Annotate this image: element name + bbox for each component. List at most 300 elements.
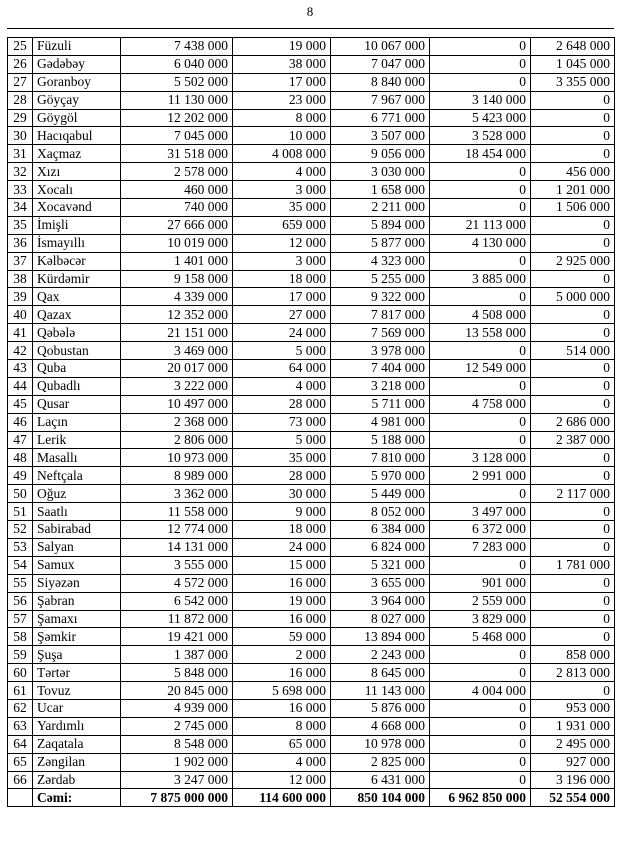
amount-col-1: 12 774 000	[121, 521, 233, 539]
amount-col-5: 2 925 000	[531, 252, 615, 270]
amount-col-1: 11 872 000	[121, 610, 233, 628]
district-name: Zaqatala	[33, 735, 121, 753]
amount-col-2: 30 000	[233, 485, 331, 503]
row-number: 51	[8, 503, 33, 521]
total-row-number-cell	[8, 789, 33, 807]
amount-col-4: 0	[430, 753, 531, 771]
amount-col-3: 3 507 000	[331, 127, 430, 145]
amount-col-5: 1 506 000	[531, 199, 615, 217]
amount-col-1: 6 542 000	[121, 592, 233, 610]
district-name: Gədəbəy	[33, 55, 121, 73]
table-row	[8, 753, 615, 771]
amount-col-3: 10 067 000	[331, 38, 430, 56]
amount-col-4: 0	[430, 199, 531, 217]
amount-col-1: 9 158 000	[121, 270, 233, 288]
amount-col-5: 2 813 000	[531, 664, 615, 682]
table-row	[8, 324, 615, 342]
amount-col-2: 19 000	[233, 38, 331, 56]
amount-col-3: 13 894 000	[331, 628, 430, 646]
amount-col-5: 0	[531, 574, 615, 592]
amount-col-2: 12 000	[233, 771, 331, 789]
amount-col-4: 0	[430, 38, 531, 56]
table-top-rule	[7, 28, 614, 29]
amount-col-2: 10 000	[233, 127, 331, 145]
amount-col-5: 0	[531, 234, 615, 252]
table-row	[8, 395, 615, 413]
amount-col-3: 11 143 000	[331, 682, 430, 700]
amount-col-3: 5 970 000	[331, 467, 430, 485]
amount-col-2: 17 000	[233, 288, 331, 306]
table-row	[8, 234, 615, 252]
row-number: 63	[8, 717, 33, 735]
amount-col-1: 3 362 000	[121, 485, 233, 503]
row-number: 66	[8, 771, 33, 789]
amount-col-5: 2 686 000	[531, 413, 615, 431]
district-name: Yardımlı	[33, 717, 121, 735]
amount-col-2: 38 000	[233, 55, 331, 73]
total-amount-2: 114 600 000	[233, 789, 331, 807]
amount-col-1: 19 421 000	[121, 628, 233, 646]
amount-col-3: 2 211 000	[331, 199, 430, 217]
table-row	[8, 628, 615, 646]
amount-col-5: 0	[531, 395, 615, 413]
amount-col-3: 5 321 000	[331, 556, 430, 574]
row-number: 65	[8, 753, 33, 771]
table-row	[8, 682, 615, 700]
row-number: 53	[8, 538, 33, 556]
district-name: Şamaxı	[33, 610, 121, 628]
table-row	[8, 163, 615, 181]
amount-col-1: 2 745 000	[121, 717, 233, 735]
amount-col-4: 5 423 000	[430, 109, 531, 127]
district-name: Tovuz	[33, 682, 121, 700]
district-name: Zəngilan	[33, 753, 121, 771]
amount-col-3: 4 323 000	[331, 252, 430, 270]
amount-col-2: 4 008 000	[233, 145, 331, 163]
district-name: Xızı	[33, 163, 121, 181]
table-row	[8, 771, 615, 789]
amount-col-2: 659 000	[233, 216, 331, 234]
row-number: 35	[8, 216, 33, 234]
row-number: 42	[8, 342, 33, 360]
district-name: Kürdəmir	[33, 270, 121, 288]
amount-col-4: 901 000	[430, 574, 531, 592]
amount-col-3: 9 056 000	[331, 145, 430, 163]
row-number: 37	[8, 252, 33, 270]
table-row	[8, 55, 615, 73]
amount-col-4: 4 130 000	[430, 234, 531, 252]
amount-col-2: 4 000	[233, 753, 331, 771]
amount-col-4: 6 372 000	[430, 521, 531, 539]
amount-col-5: 2 495 000	[531, 735, 615, 753]
row-number: 62	[8, 699, 33, 717]
amount-col-5: 0	[531, 610, 615, 628]
amount-col-4: 0	[430, 252, 531, 270]
table-body	[8, 38, 615, 789]
district-name: Siyəzən	[33, 574, 121, 592]
amount-col-2: 15 000	[233, 556, 331, 574]
amount-col-1: 14 131 000	[121, 538, 233, 556]
amount-col-3: 7 047 000	[331, 55, 430, 73]
amount-col-1: 31 518 000	[121, 145, 233, 163]
amount-col-5: 3 196 000	[531, 771, 615, 789]
amount-col-4: 0	[430, 717, 531, 735]
table-row	[8, 610, 615, 628]
amount-col-2: 4 000	[233, 377, 331, 395]
row-number: 39	[8, 288, 33, 306]
district-name: Qazax	[33, 306, 121, 324]
amount-col-1: 7 045 000	[121, 127, 233, 145]
amount-col-4: 0	[430, 55, 531, 73]
amount-col-1: 3 222 000	[121, 377, 233, 395]
district-name: Xaçmaz	[33, 145, 121, 163]
row-number: 33	[8, 181, 33, 199]
row-number: 28	[8, 91, 33, 109]
amount-col-3: 1 658 000	[331, 181, 430, 199]
amount-col-2: 5 698 000	[233, 682, 331, 700]
amount-col-3: 7 967 000	[331, 91, 430, 109]
amount-col-4: 5 468 000	[430, 628, 531, 646]
district-name: Lerik	[33, 431, 121, 449]
amount-col-2: 3 000	[233, 252, 331, 270]
table-row	[8, 38, 615, 56]
amount-col-5: 0	[531, 521, 615, 539]
row-number: 60	[8, 664, 33, 682]
table-row	[8, 270, 615, 288]
amount-col-3: 3 030 000	[331, 163, 430, 181]
total-label: Cəmi:	[33, 789, 121, 807]
amount-col-4: 0	[430, 735, 531, 753]
table-row	[8, 521, 615, 539]
district-name: Hacıqabul	[33, 127, 121, 145]
amount-col-4: 0	[430, 288, 531, 306]
amount-col-5: 0	[531, 324, 615, 342]
row-number: 30	[8, 127, 33, 145]
amount-col-2: 16 000	[233, 610, 331, 628]
amount-col-1: 6 040 000	[121, 55, 233, 73]
amount-col-5: 0	[531, 109, 615, 127]
table-row	[8, 717, 615, 735]
amount-col-5: 0	[531, 145, 615, 163]
row-number: 45	[8, 395, 33, 413]
amount-col-2: 4 000	[233, 163, 331, 181]
amount-col-3: 5 877 000	[331, 234, 430, 252]
table-row	[8, 288, 615, 306]
district-name: Tərtər	[33, 664, 121, 682]
amount-col-3: 5 876 000	[331, 699, 430, 717]
district-name: Saatlı	[33, 503, 121, 521]
table-row	[8, 342, 615, 360]
amount-col-5: 0	[531, 306, 615, 324]
amount-col-5: 0	[531, 682, 615, 700]
amount-col-3: 5 188 000	[331, 431, 430, 449]
amount-col-4: 0	[430, 646, 531, 664]
total-amount-5: 52 554 000	[531, 789, 615, 807]
amount-col-3: 7 569 000	[331, 324, 430, 342]
amount-col-1: 1 401 000	[121, 252, 233, 270]
amount-col-3: 6 771 000	[331, 109, 430, 127]
amount-col-2: 23 000	[233, 91, 331, 109]
amount-col-5: 953 000	[531, 699, 615, 717]
table-row	[8, 109, 615, 127]
amount-col-1: 2 368 000	[121, 413, 233, 431]
amount-col-2: 65 000	[233, 735, 331, 753]
table-row	[8, 664, 615, 682]
amount-col-4: 0	[430, 699, 531, 717]
amount-col-2: 5 000	[233, 342, 331, 360]
table-row	[8, 360, 615, 378]
row-number: 36	[8, 234, 33, 252]
row-number: 52	[8, 521, 33, 539]
amount-col-4: 7 283 000	[430, 538, 531, 556]
amount-col-1: 3 469 000	[121, 342, 233, 360]
district-name: Sabirabad	[33, 521, 121, 539]
amount-col-1: 7 438 000	[121, 38, 233, 56]
table-row	[8, 467, 615, 485]
district-name: Ucar	[33, 699, 121, 717]
district-name: Masallı	[33, 449, 121, 467]
table-row	[8, 413, 615, 431]
row-number: 49	[8, 467, 33, 485]
amount-col-4: 3 128 000	[430, 449, 531, 467]
total-amount-3: 850 104 000	[331, 789, 430, 807]
amount-col-5: 0	[531, 503, 615, 521]
amount-col-1: 4 339 000	[121, 288, 233, 306]
row-number: 57	[8, 610, 33, 628]
district-name: Salyan	[33, 538, 121, 556]
district-name: Xocalı	[33, 181, 121, 199]
amount-col-3: 3 655 000	[331, 574, 430, 592]
amount-col-2: 18 000	[233, 521, 331, 539]
amount-col-5: 0	[531, 270, 615, 288]
table-row	[8, 127, 615, 145]
amount-col-4: 0	[430, 771, 531, 789]
amount-col-1: 10 019 000	[121, 234, 233, 252]
amount-col-3: 2 243 000	[331, 646, 430, 664]
amount-col-2: 24 000	[233, 324, 331, 342]
district-name: Qax	[33, 288, 121, 306]
amount-col-3: 8 052 000	[331, 503, 430, 521]
amount-col-5: 456 000	[531, 163, 615, 181]
row-number: 46	[8, 413, 33, 431]
amount-col-1: 21 151 000	[121, 324, 233, 342]
row-number: 31	[8, 145, 33, 163]
amount-col-1: 4 572 000	[121, 574, 233, 592]
amount-col-4: 3 140 000	[430, 91, 531, 109]
amount-col-2: 16 000	[233, 699, 331, 717]
row-number: 34	[8, 199, 33, 217]
amount-col-5: 1 201 000	[531, 181, 615, 199]
amount-col-4: 0	[430, 485, 531, 503]
amount-col-3: 6 384 000	[331, 521, 430, 539]
amount-col-3: 2 825 000	[331, 753, 430, 771]
amount-col-4: 0	[430, 73, 531, 91]
amount-col-1: 8 989 000	[121, 467, 233, 485]
district-name: Şuşa	[33, 646, 121, 664]
row-number: 58	[8, 628, 33, 646]
district-name: Samux	[33, 556, 121, 574]
district-name: Xocavənd	[33, 199, 121, 217]
amount-col-3: 3 978 000	[331, 342, 430, 360]
amount-col-4: 18 454 000	[430, 145, 531, 163]
amount-col-3: 5 711 000	[331, 395, 430, 413]
row-number: 43	[8, 360, 33, 378]
amount-col-4: 0	[430, 413, 531, 431]
district-name: Şəmkir	[33, 628, 121, 646]
table-row	[8, 216, 615, 234]
amount-col-5: 0	[531, 628, 615, 646]
amount-col-2: 16 000	[233, 664, 331, 682]
district-name: Oğuz	[33, 485, 121, 503]
amount-col-5: 858 000	[531, 646, 615, 664]
amount-col-1: 3 555 000	[121, 556, 233, 574]
district-name: Laçın	[33, 413, 121, 431]
table-row	[8, 449, 615, 467]
page-number: 8	[306, 4, 314, 19]
amount-col-2: 59 000	[233, 628, 331, 646]
table-row	[8, 431, 615, 449]
amount-col-5: 1 931 000	[531, 717, 615, 735]
table-row	[8, 592, 615, 610]
amount-col-2: 27 000	[233, 306, 331, 324]
amount-col-2: 73 000	[233, 413, 331, 431]
amount-col-4: 12 549 000	[430, 360, 531, 378]
amount-col-5: 2 117 000	[531, 485, 615, 503]
amount-col-5: 1 781 000	[531, 556, 615, 574]
row-number: 32	[8, 163, 33, 181]
amount-col-1: 11 130 000	[121, 91, 233, 109]
amount-col-1: 5 848 000	[121, 664, 233, 682]
amount-col-1: 12 352 000	[121, 306, 233, 324]
amount-col-3: 3 964 000	[331, 592, 430, 610]
table-row	[8, 306, 615, 324]
amount-col-4: 3 497 000	[430, 503, 531, 521]
amount-col-1: 740 000	[121, 199, 233, 217]
amount-col-5: 514 000	[531, 342, 615, 360]
row-number: 25	[8, 38, 33, 56]
amount-col-5: 3 355 000	[531, 73, 615, 91]
amount-col-3: 10 978 000	[331, 735, 430, 753]
table-row	[8, 503, 615, 521]
total-amount-1: 7 875 000 000	[121, 789, 233, 807]
district-name: Füzuli	[33, 38, 121, 56]
row-number: 47	[8, 431, 33, 449]
district-name: Kəlbəcər	[33, 252, 121, 270]
table-row	[8, 735, 615, 753]
row-number: 29	[8, 109, 33, 127]
amount-col-1: 10 497 000	[121, 395, 233, 413]
amount-col-4: 0	[430, 181, 531, 199]
table-row	[8, 646, 615, 664]
amount-col-4: 0	[430, 664, 531, 682]
amount-col-4: 4 758 000	[430, 395, 531, 413]
amount-col-2: 3 000	[233, 181, 331, 199]
amount-col-1: 10 973 000	[121, 449, 233, 467]
amount-col-4: 3 885 000	[430, 270, 531, 288]
amount-col-2: 5 000	[233, 431, 331, 449]
table-row	[8, 91, 615, 109]
amount-col-3: 9 322 000	[331, 288, 430, 306]
row-number: 59	[8, 646, 33, 664]
amount-col-4: 0	[430, 556, 531, 574]
table-row	[8, 252, 615, 270]
amount-col-1: 20 017 000	[121, 360, 233, 378]
amount-col-2: 64 000	[233, 360, 331, 378]
amount-col-5: 0	[531, 538, 615, 556]
amount-col-1: 5 502 000	[121, 73, 233, 91]
amount-col-3: 5 255 000	[331, 270, 430, 288]
table-row	[8, 574, 615, 592]
district-name: Qəbələ	[33, 324, 121, 342]
amount-col-5: 2 387 000	[531, 431, 615, 449]
row-number: 41	[8, 324, 33, 342]
district-name: Göygöl	[33, 109, 121, 127]
amount-col-3: 7 810 000	[331, 449, 430, 467]
amount-col-5: 5 000 000	[531, 288, 615, 306]
district-name: Neftçala	[33, 467, 121, 485]
amount-col-5: 0	[531, 467, 615, 485]
total-amount-4: 6 962 850 000	[430, 789, 531, 807]
amount-col-5: 0	[531, 360, 615, 378]
table-row	[8, 73, 615, 91]
amount-col-1: 460 000	[121, 181, 233, 199]
table-row	[8, 145, 615, 163]
amount-col-3: 8 645 000	[331, 664, 430, 682]
amount-col-1: 11 558 000	[121, 503, 233, 521]
district-name: Qusar	[33, 395, 121, 413]
row-number: 26	[8, 55, 33, 73]
amount-col-2: 35 000	[233, 199, 331, 217]
amount-col-2: 9 000	[233, 503, 331, 521]
row-number: 38	[8, 270, 33, 288]
amount-col-5: 2 648 000	[531, 38, 615, 56]
amount-col-4: 3 528 000	[430, 127, 531, 145]
table-row	[8, 377, 615, 395]
district-name: İmişli	[33, 216, 121, 234]
amount-col-3: 4 668 000	[331, 717, 430, 735]
row-number: 50	[8, 485, 33, 503]
amount-col-1: 27 666 000	[121, 216, 233, 234]
amount-col-3: 8 840 000	[331, 73, 430, 91]
amount-col-3: 6 431 000	[331, 771, 430, 789]
amount-col-4: 2 559 000	[430, 592, 531, 610]
amount-col-2: 17 000	[233, 73, 331, 91]
amount-col-1: 4 939 000	[121, 699, 233, 717]
amount-col-1: 1 902 000	[121, 753, 233, 771]
row-number: 27	[8, 73, 33, 91]
table-row	[8, 699, 615, 717]
amount-col-5: 0	[531, 127, 615, 145]
amount-col-4: 13 558 000	[430, 324, 531, 342]
amount-col-4: 0	[430, 431, 531, 449]
district-name: Göyçay	[33, 91, 121, 109]
amount-col-2: 18 000	[233, 270, 331, 288]
amount-col-4: 4 508 000	[430, 306, 531, 324]
amount-col-5: 0	[531, 592, 615, 610]
district-name: Qobustan	[33, 342, 121, 360]
row-number: 61	[8, 682, 33, 700]
amount-col-4: 0	[430, 377, 531, 395]
table-row	[8, 485, 615, 503]
amount-col-3: 6 824 000	[331, 538, 430, 556]
row-number: 44	[8, 377, 33, 395]
amount-col-2: 8 000	[233, 717, 331, 735]
amount-col-4: 3 829 000	[430, 610, 531, 628]
amount-col-5: 0	[531, 216, 615, 234]
amount-col-5: 1 045 000	[531, 55, 615, 73]
amount-col-4: 2 991 000	[430, 467, 531, 485]
amount-col-3: 8 027 000	[331, 610, 430, 628]
